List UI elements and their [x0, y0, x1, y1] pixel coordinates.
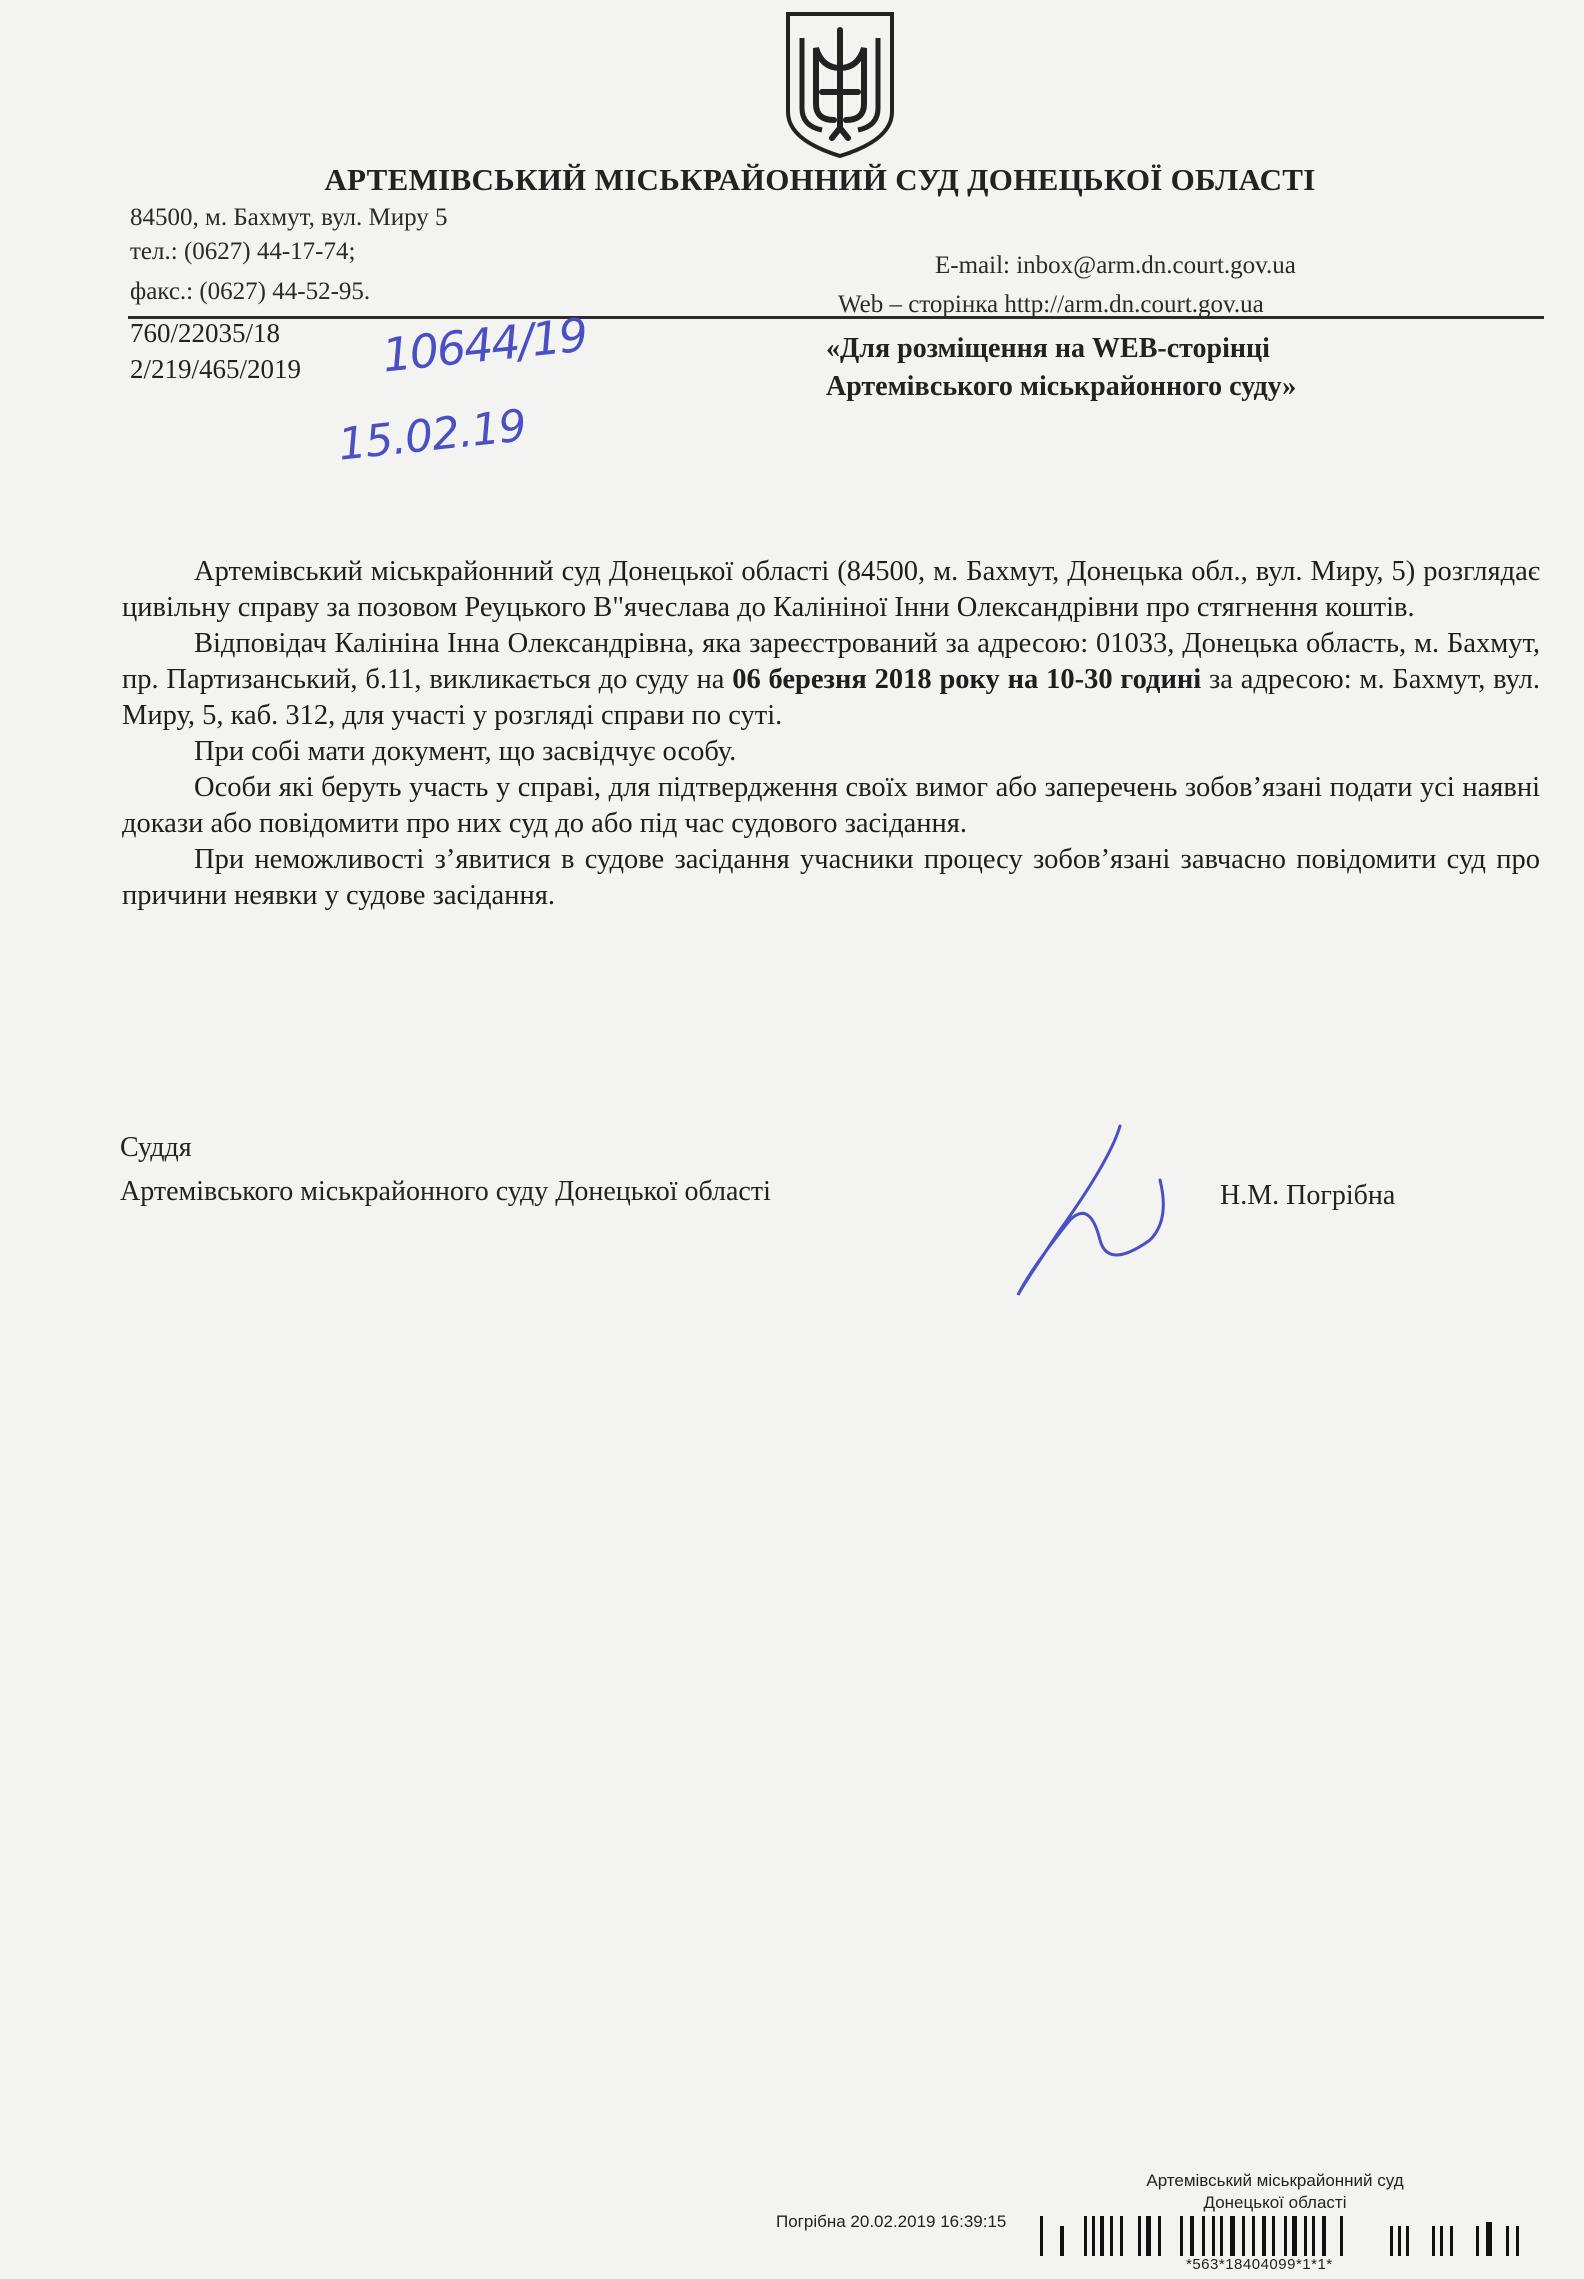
paragraph-3: При собі мати документ, що засвідчує особу. — [194, 736, 737, 767]
paragraph-2 — [122, 626, 1540, 734]
court-fax: факс.: (0627) 44-52-95. — [130, 278, 371, 305]
paragraph-2-end: за адресою: м. Бахмут, вул. Миру, 5, каб. 312, для участі у розгляді справи по суті. — [122, 664, 1541, 731]
registration-stamp-text: Погрібна 20.02.2019 16:39:15 — [776, 2212, 1007, 2231]
hearing-datetime: 06 березня 2018 року на 10-30 годині — [732, 664, 1202, 695]
notice-body — [122, 554, 1540, 914]
paragraph-2-start: Відповідач Калініна Інна Олександрівна, яка зареєстрований за адресою: 01033, Донецька область, м. Бахмут, пр. Партизанський, б.11, викликається до суду на — [122, 628, 1540, 695]
court-phone: тел.: (0627) 44-17-74; — [130, 238, 356, 265]
judge-block — [120, 1126, 771, 1214]
judge-signature — [1000, 1120, 1180, 1300]
court-email: E-mail: inbox@arm.dn.court.gov.ua — [935, 252, 1296, 279]
registration-stamp-court — [1130, 2170, 1420, 2214]
placement-line-2: Артемівського міськрайонного суду» — [826, 371, 1297, 402]
coat-of-arms-icon — [782, 8, 898, 160]
judge-court: Артемівського міськрайонного суду Донецької області — [120, 1176, 771, 1207]
stamp-court-line-2: Донецької області — [1203, 2193, 1347, 2212]
judge-title: Суддя — [120, 1132, 192, 1163]
paragraph-5: При неможливості з’явитися в судове засідання учасники процесу зобов’язані завчасно повідомити суд про причини неявки у судове засідання. — [122, 844, 1540, 911]
header-divider — [128, 316, 1544, 319]
case-number-1: 760/22035/18 — [130, 318, 281, 348]
case-number-2: 2/219/465/2019 — [130, 354, 302, 384]
stamp-court-line-1: Артемівський міськрайонний суд — [1146, 2171, 1404, 2190]
barcode-number: *563*18404099*1*1* — [1186, 2256, 1333, 2273]
court-title: АРТЕМІВСЬКИЙ МІСЬКРАЙОННИЙ СУД ДОНЕЦЬКОЇ ОБЛАСТІ — [324, 162, 1316, 197]
handwritten-date: 15.02.19 — [335, 400, 529, 471]
judge-name: Н.М. Погрібна — [1220, 1180, 1396, 1211]
handwritten-registration-number: 10644/19 — [379, 307, 589, 383]
court-address: 84500, м. Бахмут, вул. Миру 5 — [130, 204, 448, 231]
paragraph-4: Особи які беруть участь у справі, для підтвердження своїх вимог або заперечень зобов’язані подати усі наявні докази або повідомити про них суд до або під час судового засідання. — [122, 772, 1540, 839]
barcode-icon — [1040, 2216, 1530, 2260]
paragraph-1: Артемівський міськрайонний суд Донецької області (84500, м. Бахмут, Донецька обл., вул. Миру, 5) розглядає цивільну справу за позовом Реуцького В"ячеслава до Калініної Інни Олександрівни про стягнення коштів. — [122, 556, 1540, 623]
court-website: Web – сторінка http://arm.dn.court.gov.ua — [838, 291, 1264, 318]
web-placement-note — [826, 330, 1296, 406]
placement-line-1: «Для розміщення на WEB-сторінці — [826, 333, 1270, 364]
